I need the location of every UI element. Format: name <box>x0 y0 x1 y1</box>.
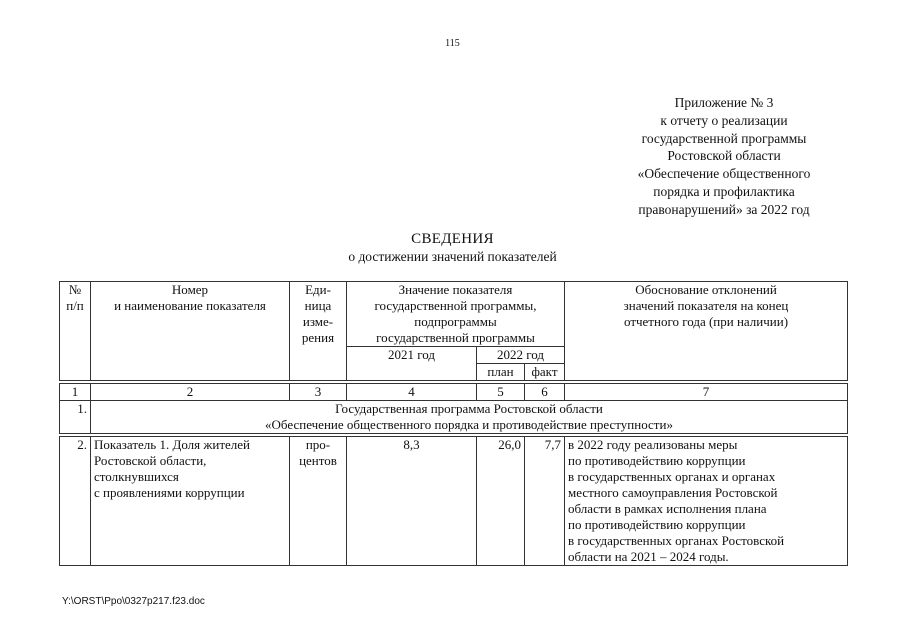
header-year-2022: 2022 год <box>477 347 565 364</box>
header-value: Значение показателя государственной программы, подпрограммы государственной программы <box>347 282 565 347</box>
column-number-row <box>60 384 848 401</box>
header-unit: Еди- ница изме- рения <box>290 282 347 381</box>
document-subtitle: о достижении значений показателей <box>348 249 557 264</box>
header-year-2021: 2021 год <box>347 347 477 381</box>
appendix-line: правонарушений» за 2022 год <box>638 201 810 217</box>
appendix-line: «Обеспечение общественного <box>637 166 811 182</box>
col-number: 6 <box>525 384 565 401</box>
section-num: 1. <box>60 401 91 434</box>
col-number: 5 <box>477 384 525 401</box>
appendix-line: к отчету о реализации <box>660 112 788 128</box>
value-2022-fact: 7,7 <box>525 437 565 566</box>
document-title: СВЕДЕНИЯ <box>411 231 494 247</box>
section-title: Государственная программа Ростовской области «Обеспечение общественного порядка и противодействие преступности» <box>91 401 848 434</box>
col-number: 1 <box>60 384 91 401</box>
col-number: 2 <box>91 384 290 401</box>
header-fact: факт <box>525 364 565 381</box>
header-row <box>60 282 848 347</box>
value-2022-plan: 26,0 <box>477 437 525 566</box>
col-number: 4 <box>347 384 477 401</box>
value-2021: 8,3 <box>347 437 477 566</box>
header-plan: план <box>477 364 525 381</box>
appendix-line: порядка и профилактика <box>653 183 795 199</box>
indicators-table <box>59 281 848 566</box>
indicator-name: Показатель 1. Доля жителей Ростовской области, столкнувшихся с проявлениями коррупции <box>91 437 290 566</box>
table-row <box>60 437 848 566</box>
file-path-footer: Y:\ORST\Ppo\0327p217.f23.doc <box>62 596 205 607</box>
section-row <box>60 401 848 434</box>
appendix-note <box>609 94 839 219</box>
col-number: 7 <box>565 384 848 401</box>
row-num: 2. <box>60 437 91 566</box>
justification: в 2022 году реализованы меры по противодействию коррупции в государственных органах и органах местного самоуправления Ростовской области в рамках исполнения плана по противодействию коррупции в государственных органах Ростовской области на 2021 – 2024 годы. <box>565 437 848 566</box>
appendix-line: государственной программы <box>641 130 807 146</box>
indicator-unit: про- центов <box>290 437 347 566</box>
page-number: 115 <box>445 38 460 49</box>
header-justification: Обоснование отклонений значений показателя на конец отчетного года (при наличии) <box>565 282 848 381</box>
header-name: Номер и наименование показателя <box>91 282 290 381</box>
col-number: 3 <box>290 384 347 401</box>
appendix-line: Приложение № 3 <box>674 95 774 110</box>
appendix-line: Ростовской области <box>667 148 781 164</box>
header-num: № п/п <box>60 282 91 381</box>
